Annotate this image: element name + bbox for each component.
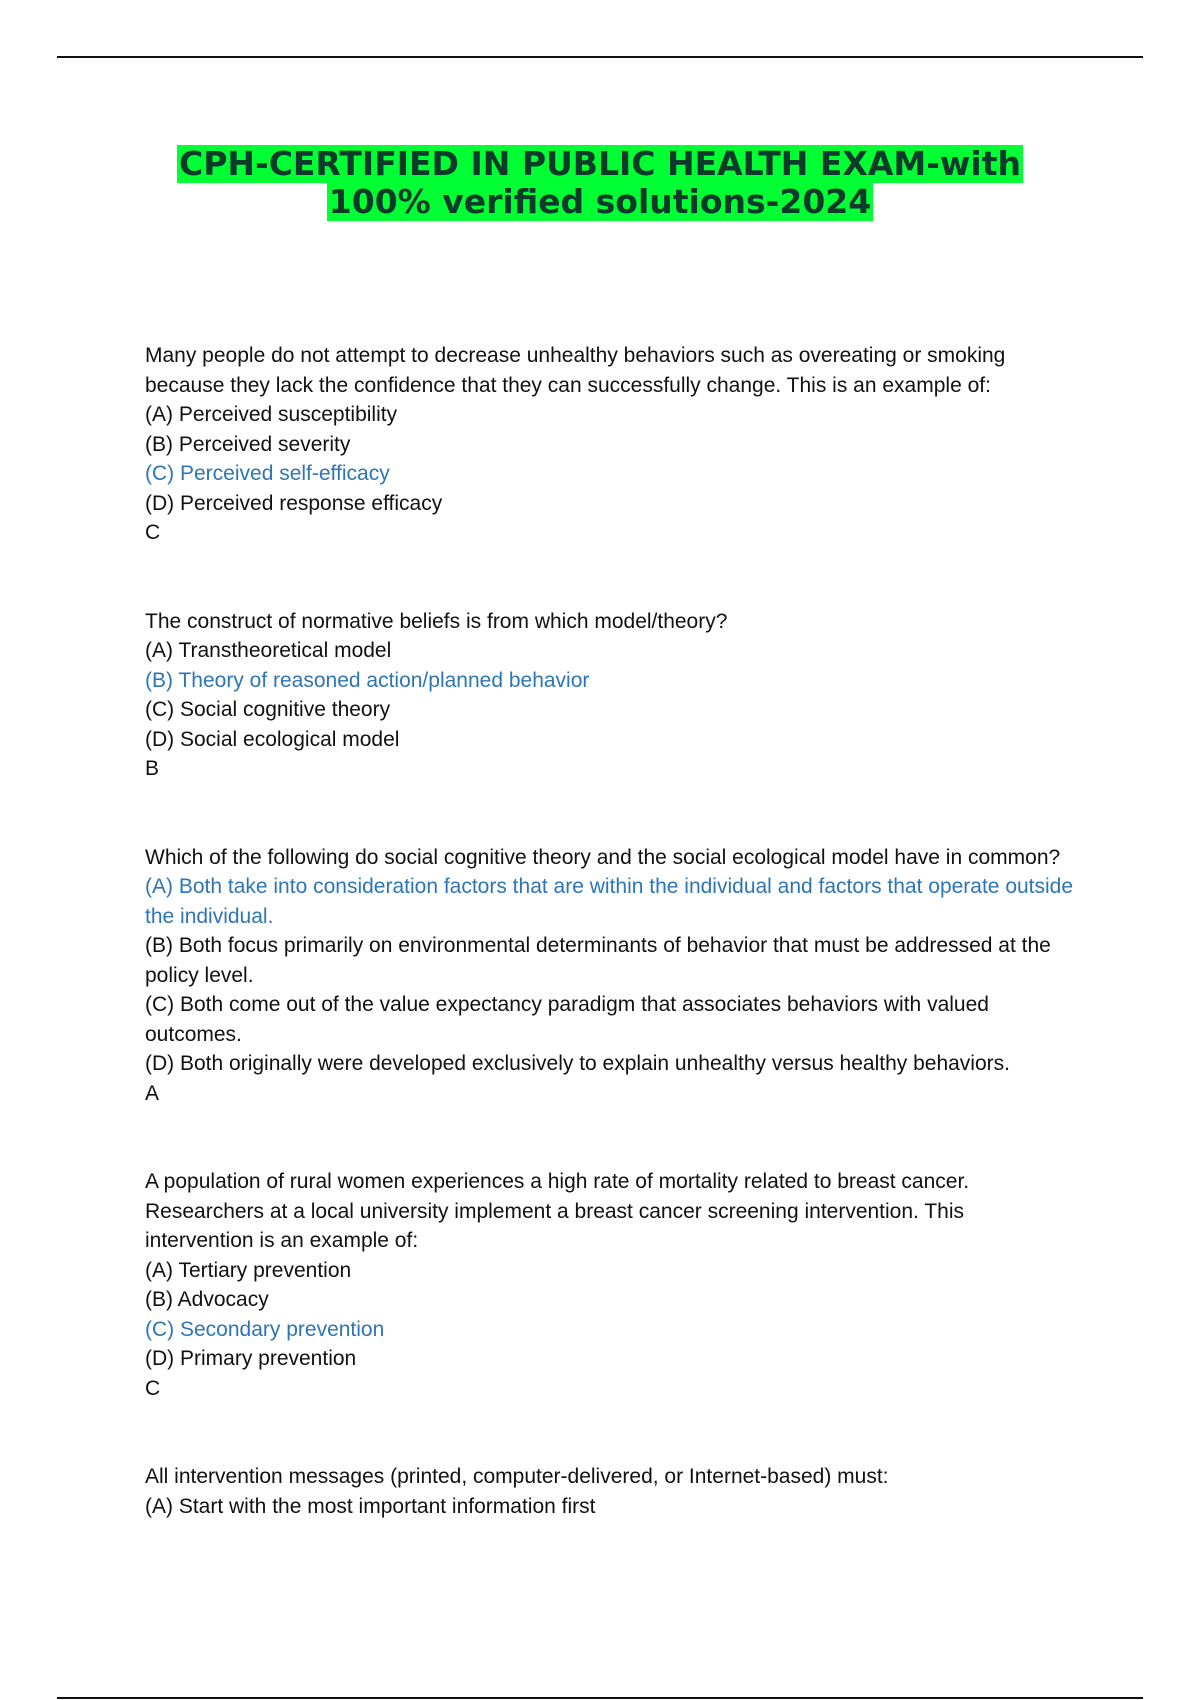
document-title (100, 145, 1100, 221)
option-c: (C) Both come out of the value expectancy paradigm that associates behaviors with valued outcomes. (145, 993, 989, 1046)
option-c: (C) Social cognitive theory (145, 698, 391, 721)
option-d: (D) Both originally were developed exclusively to explain unhealthy versus healthy behaviors. (145, 1052, 1010, 1075)
option-a-correct: (A) Both take into consideration factors that are within the individual and factors that operate outside the individual. (145, 875, 1074, 928)
question-2 (145, 607, 1075, 784)
option-d: (D) Primary prevention (145, 1347, 357, 1370)
question-4 (145, 1167, 1075, 1403)
question-text: All intervention messages (printed, computer-delivered, or Internet-based) must: (145, 1465, 889, 1488)
option-d: (D) Social ecological model (145, 727, 400, 751)
question-text: A population of rural women experiences a high rate of mortality related to breast cancer. Researchers at a local university implement a breast cancer screening intervention. This intervention is an example of: (145, 1170, 970, 1252)
answer-key: C (145, 1376, 161, 1400)
option-d: (D) Perceived response efficacy (145, 491, 443, 515)
option-a: (A) Start with the most important information first (145, 1494, 596, 1518)
bottom-rule (57, 1697, 1143, 1699)
option-b: (B) Both focus primarily on environmental determinants of behavior that must be addressed at the policy level. (145, 934, 1051, 987)
answer-key: B (145, 757, 160, 780)
option-b-correct: (B) Theory of reasoned action/planned behavior (145, 668, 590, 692)
question-3 (145, 843, 1075, 1109)
question-1 (145, 341, 1075, 548)
question-list (145, 341, 1075, 1521)
option-b: (B) Advocacy (145, 1288, 269, 1311)
question-5 (145, 1462, 1075, 1521)
answer-key: C (145, 521, 161, 544)
option-c-correct: (C) Secondary prevention (145, 1317, 385, 1341)
option-a: (A) Perceived susceptibility (145, 403, 398, 426)
option-b: (B) Perceived severity (145, 432, 351, 456)
option-c-correct: (C) Perceived self-efficacy (145, 462, 390, 485)
question-text: Which of the following do social cognitive theory and the social ecological model have in common? (145, 845, 1061, 869)
title-line-2: 100% verified solutions-2024 (328, 182, 872, 221)
top-rule (57, 56, 1143, 58)
question-text: Many people do not attempt to decrease unhealthy behaviors such as overeating or smoking because they lack the confidence that they can successfully change. This is an example of: (145, 344, 1006, 397)
option-a: (A) Transtheoretical model (145, 639, 392, 662)
option-a: (A) Tertiary prevention (145, 1258, 352, 1282)
question-text: The construct of normative beliefs is from which model/theory? (145, 609, 728, 633)
title-line-1: CPH-CERTIFIED IN PUBLIC HEALTH EXAM-with (179, 144, 1021, 183)
answer-key: A (145, 1081, 160, 1105)
